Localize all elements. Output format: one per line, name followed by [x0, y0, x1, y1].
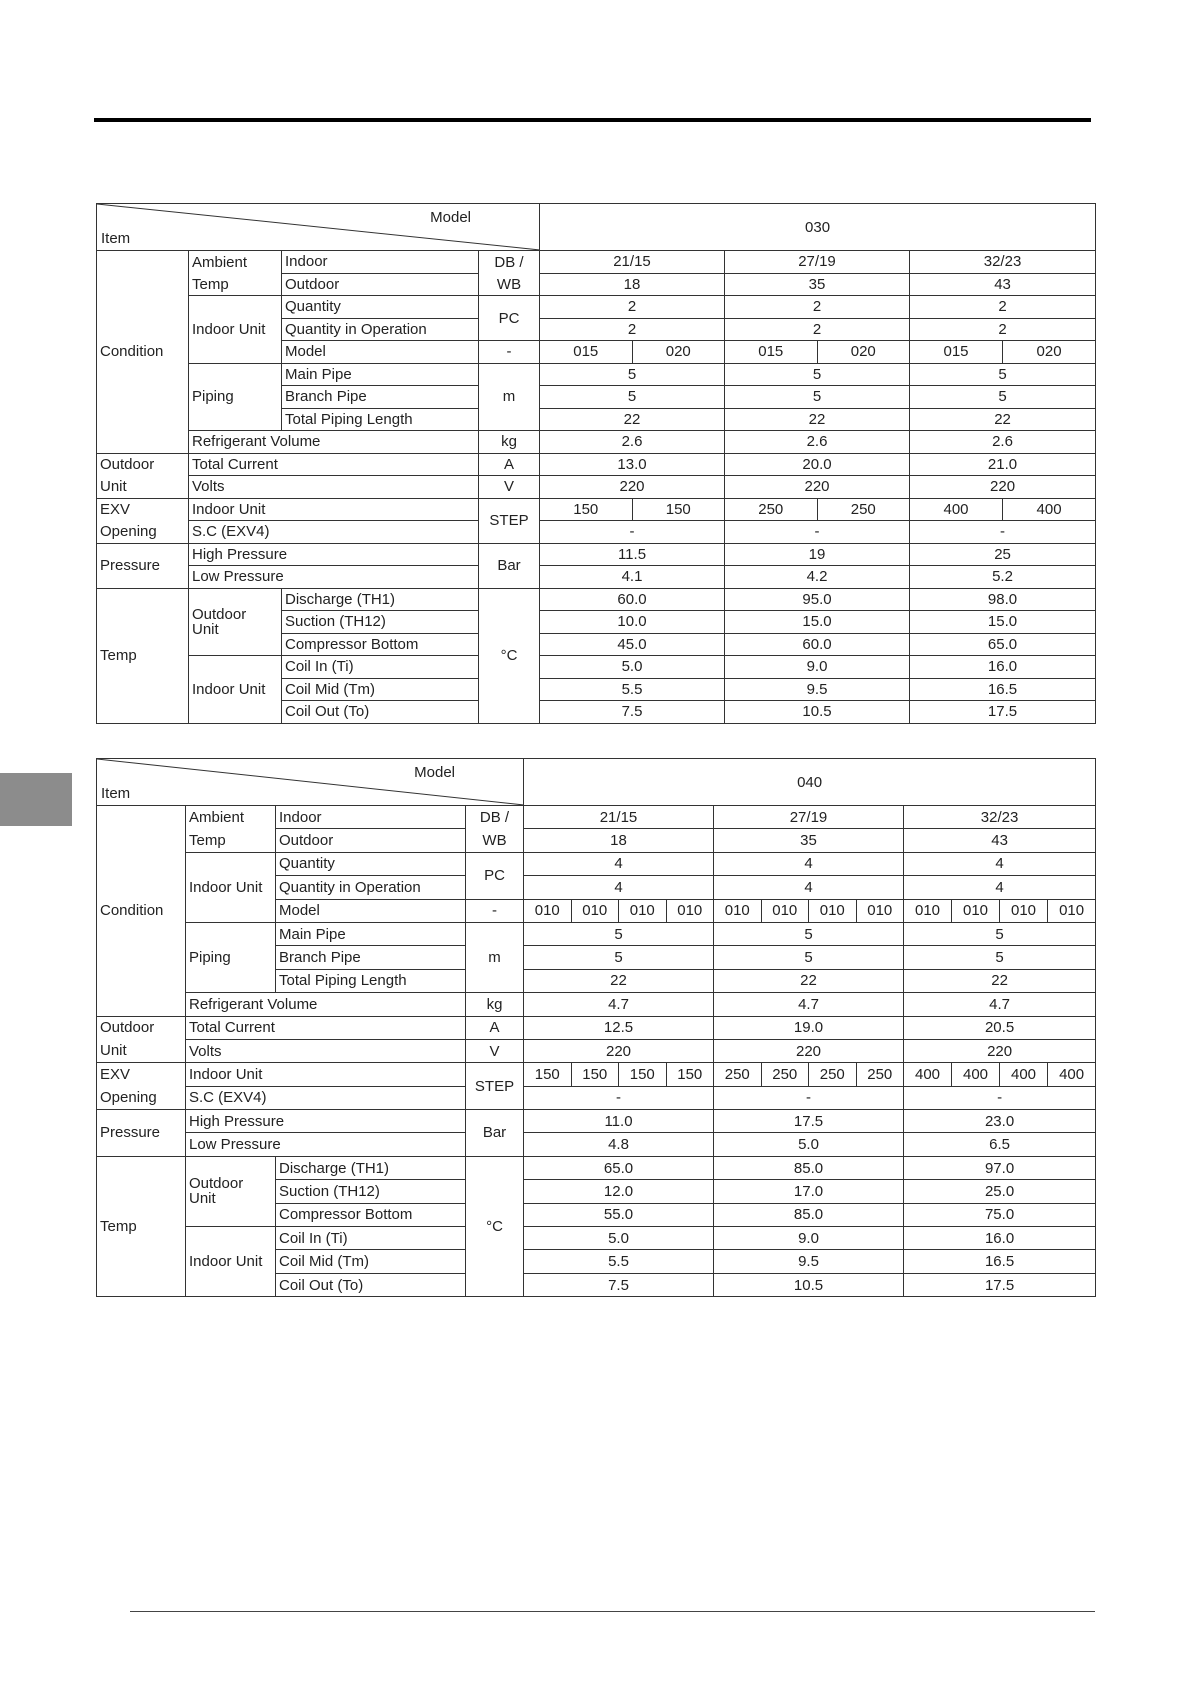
temp-unit-word: Unit — [192, 620, 219, 638]
main-pipe-value: 5 — [725, 363, 910, 386]
exv-indoor-value: 150 — [619, 1063, 667, 1086]
high-pressure-label: High Pressure — [189, 543, 479, 566]
exv-indoor-value: 400 — [1000, 1063, 1048, 1086]
model-header-label: Model — [414, 764, 455, 781]
db-label: DB / — [479, 251, 540, 274]
refrigerant-value: 4.7 — [524, 993, 714, 1016]
quantity-value: 2 — [725, 296, 910, 319]
ambient-value: 27/19 — [725, 251, 910, 274]
indoor-model-value: 015 — [910, 341, 1003, 364]
quantity-value: 4 — [714, 852, 904, 875]
dash-unit: - — [479, 341, 540, 364]
refrigerant-value: 2.6 — [910, 431, 1096, 454]
discharge-value: 98.0 — [910, 588, 1096, 611]
high-pressure-value: 19 — [725, 543, 910, 566]
sc-value: - — [725, 521, 910, 544]
sc-value: - — [524, 1086, 714, 1109]
branch-pipe-value: 5 — [540, 386, 725, 409]
suction-value: 17.0 — [714, 1180, 904, 1203]
compressor-bottom-value: 55.0 — [524, 1203, 714, 1226]
exv-indoor-value: 400 — [1048, 1063, 1096, 1086]
total-current-value: 20.5 — [904, 1016, 1096, 1039]
total-piping-value: 22 — [904, 969, 1096, 992]
main-pipe-value: 5 — [714, 922, 904, 945]
wb-label: WB — [466, 829, 524, 852]
diagonal-line — [97, 759, 524, 805]
high-pressure-label: High Pressure — [186, 1110, 466, 1133]
exv-label: EXV — [97, 1063, 186, 1086]
exv-indoor-value: 400 — [1003, 498, 1096, 521]
exv-indoor-value: 150 — [666, 1063, 714, 1086]
ambient-value: 32/23 — [910, 251, 1096, 274]
indoor-model-value: 020 — [632, 341, 725, 364]
sc-value: - — [904, 1086, 1096, 1109]
coil-in-label: Coil In (Ti) — [282, 656, 479, 679]
discharge-value: 60.0 — [540, 588, 725, 611]
main-pipe-label: Main Pipe — [276, 922, 466, 945]
sc-exv4-label: S.C (EXV4) — [189, 521, 479, 544]
outdoor-wb-value: 18 — [524, 829, 714, 852]
coil-in-value: 16.0 — [904, 1227, 1096, 1250]
indoor-unit-label: Indoor Unit — [186, 852, 276, 922]
condition-label: Condition — [97, 251, 189, 454]
ambient-label: Ambient — [186, 806, 276, 829]
deg-c-unit: °C — [479, 588, 540, 723]
indoor-label: Indoor — [282, 251, 479, 274]
indoor-model-value: 010 — [1048, 899, 1096, 922]
m-unit: m — [479, 363, 540, 431]
total-piping-value: 22 — [714, 969, 904, 992]
low-pressure-value: 4.8 — [524, 1133, 714, 1156]
spec-table-040 — [96, 758, 1096, 1297]
exv-label: EXV — [97, 498, 189, 521]
model-number: 040 — [524, 759, 1096, 806]
outdoor-label: Outdoor — [276, 829, 466, 852]
discharge-value: 85.0 — [714, 1156, 904, 1179]
low-pressure-value: 6.5 — [904, 1133, 1096, 1156]
branch-pipe-value: 5 — [910, 386, 1096, 409]
temp-short-label: Temp — [186, 829, 276, 852]
exv-indoor-value: 250 — [809, 1063, 857, 1086]
temp-short-label: Temp — [189, 273, 282, 296]
exv-indoor-unit-label: Indoor Unit — [186, 1063, 466, 1086]
deg-c-unit: °C — [466, 1156, 524, 1296]
indoor-model-value: 010 — [571, 899, 619, 922]
temp-outdoor-unit-label — [186, 1156, 276, 1226]
discharge-value: 65.0 — [524, 1156, 714, 1179]
model-number: 030 — [540, 204, 1096, 251]
ambient-label: Ambient — [189, 251, 282, 274]
outdoor-unit-label-bottom: Unit — [97, 1039, 186, 1062]
kg-unit: kg — [479, 431, 540, 454]
branch-pipe-value: 5 — [725, 386, 910, 409]
indoor-label: Indoor — [276, 806, 466, 829]
opening-label: Opening — [97, 1086, 186, 1109]
compressor-bottom-value: 65.0 — [910, 633, 1096, 656]
temp-label: Temp — [97, 588, 189, 723]
low-pressure-label: Low Pressure — [186, 1133, 466, 1156]
outdoor-unit-label-top: Outdoor — [97, 453, 189, 476]
high-pressure-value: 23.0 — [904, 1110, 1096, 1133]
total-piping-value: 22 — [540, 408, 725, 431]
pc-unit: PC — [466, 852, 524, 899]
total-piping-label: Total Piping Length — [282, 408, 479, 431]
v-unit: V — [466, 1039, 524, 1062]
coil-out-value: 10.5 — [725, 701, 910, 724]
quantity-value: 2 — [540, 296, 725, 319]
top-rule — [94, 118, 1091, 122]
quantity-operation-value: 2 — [725, 318, 910, 341]
coil-out-label: Coil Out (To) — [282, 701, 479, 724]
total-current-value: 19.0 — [714, 1016, 904, 1039]
indoor-unit-label: Indoor Unit — [189, 296, 282, 364]
temp-indoor-unit-label: Indoor Unit — [189, 656, 282, 724]
suction-label: Suction (TH12) — [276, 1180, 466, 1203]
indoor-model-value: 010 — [714, 899, 762, 922]
volts-value: 220 — [540, 476, 725, 499]
high-pressure-value: 25 — [910, 543, 1096, 566]
exv-indoor-value: 250 — [817, 498, 910, 521]
db-label: DB / — [466, 806, 524, 829]
suction-value: 12.0 — [524, 1180, 714, 1203]
item-header-label: Item — [101, 785, 131, 802]
pressure-label: Pressure — [97, 1110, 186, 1157]
bottom-rule — [130, 1611, 1095, 1612]
coil-out-label: Coil Out (To) — [276, 1273, 466, 1296]
compressor-bottom-value: 85.0 — [714, 1203, 904, 1226]
exv-indoor-value: 250 — [856, 1063, 904, 1086]
temp-indoor-unit-label: Indoor Unit — [186, 1227, 276, 1297]
ambient-value: 27/19 — [714, 806, 904, 829]
exv-indoor-value: 150 — [632, 498, 725, 521]
temp-outdoor-word: Outdoor — [189, 1175, 244, 1193]
m-unit: m — [466, 922, 524, 992]
coil-out-value: 7.5 — [540, 701, 725, 724]
coil-out-value: 7.5 — [524, 1273, 714, 1296]
branch-pipe-value: 5 — [904, 946, 1096, 969]
compressor-bottom-label: Compressor Bottom — [276, 1203, 466, 1226]
main-pipe-value: 5 — [910, 363, 1096, 386]
quantity-label: Quantity — [276, 852, 466, 875]
low-pressure-value: 4.1 — [540, 566, 725, 589]
header-diagonal-cell — [97, 759, 524, 806]
outdoor-unit-label-top: Outdoor — [97, 1016, 186, 1039]
main-pipe-value: 5 — [540, 363, 725, 386]
refrigerant-volume-label: Refrigerant Volume — [189, 431, 479, 454]
refrigerant-value: 2.6 — [540, 431, 725, 454]
indoor-model-value: 015 — [540, 341, 633, 364]
quantity-operation-value: 4 — [524, 876, 714, 899]
coil-out-value: 17.5 — [904, 1273, 1096, 1296]
indoor-model-value: 010 — [1000, 899, 1048, 922]
coil-in-value: 5.0 — [524, 1227, 714, 1250]
volts-value: 220 — [714, 1039, 904, 1062]
branch-pipe-label: Branch Pipe — [276, 946, 466, 969]
coil-mid-value: 9.5 — [725, 678, 910, 701]
refrigerant-value: 2.6 — [725, 431, 910, 454]
quantity-operation-value: 4 — [714, 876, 904, 899]
temp-outdoor-unit-label — [189, 588, 282, 656]
outdoor-wb-value: 18 — [540, 273, 725, 296]
discharge-value: 95.0 — [725, 588, 910, 611]
main-pipe-label: Main Pipe — [282, 363, 479, 386]
indoor-model-value: 010 — [619, 899, 667, 922]
total-piping-value: 22 — [910, 408, 1096, 431]
total-piping-value: 22 — [725, 408, 910, 431]
exv-indoor-unit-label: Indoor Unit — [189, 498, 479, 521]
total-current-value: 12.5 — [524, 1016, 714, 1039]
temp-label: Temp — [97, 1156, 186, 1296]
indoor-model-value: 015 — [725, 341, 818, 364]
piping-label: Piping — [189, 363, 282, 431]
piping-label: Piping — [186, 922, 276, 992]
dash-unit: - — [466, 899, 524, 922]
coil-mid-value: 9.5 — [714, 1250, 904, 1273]
indoor-model-value: 010 — [524, 899, 572, 922]
total-current-value: 20.0 — [725, 453, 910, 476]
bar-unit: Bar — [479, 543, 540, 588]
quantity-operation-value: 2 — [540, 318, 725, 341]
coil-mid-label: Coil Mid (Tm) — [276, 1250, 466, 1273]
coil-mid-label: Coil Mid (Tm) — [282, 678, 479, 701]
exv-indoor-value: 400 — [910, 498, 1003, 521]
branch-pipe-value: 5 — [714, 946, 904, 969]
discharge-value: 97.0 — [904, 1156, 1096, 1179]
indoor-model-value: 010 — [761, 899, 809, 922]
model-label: Model — [282, 341, 479, 364]
total-current-value: 13.0 — [540, 453, 725, 476]
exv-indoor-value: 400 — [952, 1063, 1000, 1086]
volts-label: Volts — [189, 476, 479, 499]
item-header-label: Item — [101, 230, 131, 247]
temp-unit-word: Unit — [189, 1190, 216, 1208]
kg-unit: kg — [466, 993, 524, 1016]
suction-value: 15.0 — [910, 611, 1096, 634]
exv-indoor-value: 250 — [714, 1063, 762, 1086]
outdoor-wb-value: 43 — [910, 273, 1096, 296]
main-pipe-value: 5 — [904, 922, 1096, 945]
sc-value: - — [540, 521, 725, 544]
bar-unit: Bar — [466, 1110, 524, 1157]
indoor-model-value: 010 — [666, 899, 714, 922]
coil-in-value: 5.0 — [540, 656, 725, 679]
discharge-label: Discharge (TH1) — [282, 588, 479, 611]
side-tab — [0, 773, 72, 826]
outdoor-label: Outdoor — [282, 273, 479, 296]
exv-indoor-value: 400 — [904, 1063, 952, 1086]
indoor-model-value: 010 — [952, 899, 1000, 922]
indoor-model-value: 010 — [809, 899, 857, 922]
outdoor-unit-label-bottom: Unit — [97, 476, 189, 499]
total-current-value: 21.0 — [910, 453, 1096, 476]
coil-out-value: 10.5 — [714, 1273, 904, 1296]
high-pressure-value: 17.5 — [714, 1110, 904, 1133]
suction-value: 15.0 — [725, 611, 910, 634]
low-pressure-value: 5.0 — [714, 1133, 904, 1156]
coil-mid-value: 5.5 — [540, 678, 725, 701]
main-pipe-value: 5 — [524, 922, 714, 945]
low-pressure-value: 4.2 — [725, 566, 910, 589]
quantity-value: 4 — [524, 852, 714, 875]
suction-label: Suction (TH12) — [282, 611, 479, 634]
sc-exv4-label: S.C (EXV4) — [186, 1086, 466, 1109]
coil-out-value: 17.5 — [910, 701, 1096, 724]
exv-indoor-value: 250 — [761, 1063, 809, 1086]
quantity-value: 4 — [904, 852, 1096, 875]
exv-indoor-value: 150 — [571, 1063, 619, 1086]
step-unit: STEP — [466, 1063, 524, 1110]
quantity-operation-value: 2 — [910, 318, 1096, 341]
a-unit: A — [466, 1016, 524, 1039]
total-piping-value: 22 — [524, 969, 714, 992]
wb-label: WB — [479, 273, 540, 296]
quantity-operation-label: Quantity in Operation — [276, 876, 466, 899]
a-unit: A — [479, 453, 540, 476]
pc-unit: PC — [479, 296, 540, 341]
coil-in-value: 9.0 — [714, 1227, 904, 1250]
ambient-value: 32/23 — [904, 806, 1096, 829]
indoor-model-value: 010 — [904, 899, 952, 922]
ambient-value: 21/15 — [524, 806, 714, 829]
volts-value: 220 — [904, 1039, 1096, 1062]
spec-table-030 — [96, 203, 1096, 724]
model-header-label: Model — [430, 209, 471, 226]
v-unit: V — [479, 476, 540, 499]
quantity-operation-label: Quantity in Operation — [282, 318, 479, 341]
exv-indoor-value: 150 — [540, 498, 633, 521]
low-pressure-value: 5.2 — [910, 566, 1096, 589]
suction-value: 10.0 — [540, 611, 725, 634]
indoor-model-value: 020 — [1003, 341, 1096, 364]
refrigerant-value: 4.7 — [714, 993, 904, 1016]
quantity-label: Quantity — [282, 296, 479, 319]
pressure-label: Pressure — [97, 543, 189, 588]
outdoor-wb-value: 43 — [904, 829, 1096, 852]
compressor-bottom-label: Compressor Bottom — [282, 633, 479, 656]
total-piping-label: Total Piping Length — [276, 969, 466, 992]
discharge-label: Discharge (TH1) — [276, 1156, 466, 1179]
volts-value: 220 — [725, 476, 910, 499]
exv-indoor-value: 150 — [524, 1063, 572, 1086]
suction-value: 25.0 — [904, 1180, 1096, 1203]
quantity-value: 2 — [910, 296, 1096, 319]
diagonal-line — [97, 204, 540, 250]
volts-value: 220 — [524, 1039, 714, 1062]
refrigerant-value: 4.7 — [904, 993, 1096, 1016]
quantity-operation-value: 4 — [904, 876, 1096, 899]
branch-pipe-label: Branch Pipe — [282, 386, 479, 409]
sc-value: - — [910, 521, 1096, 544]
low-pressure-label: Low Pressure — [189, 566, 479, 589]
high-pressure-value: 11.5 — [540, 543, 725, 566]
high-pressure-value: 11.0 — [524, 1110, 714, 1133]
condition-label: Condition — [97, 806, 186, 1017]
compressor-bottom-value: 45.0 — [540, 633, 725, 656]
ambient-value: 21/15 — [540, 251, 725, 274]
refrigerant-volume-label: Refrigerant Volume — [186, 993, 466, 1016]
header-diagonal-cell — [97, 204, 540, 251]
volts-label: Volts — [186, 1039, 466, 1062]
volts-value: 220 — [910, 476, 1096, 499]
coil-in-label: Coil In (Ti) — [276, 1227, 466, 1250]
outdoor-wb-value: 35 — [725, 273, 910, 296]
opening-label: Opening — [97, 521, 189, 544]
coil-mid-value: 5.5 — [524, 1250, 714, 1273]
temp-outdoor-word: Outdoor — [192, 605, 247, 623]
outdoor-wb-value: 35 — [714, 829, 904, 852]
indoor-model-value: 020 — [817, 341, 910, 364]
compressor-bottom-value: 75.0 — [904, 1203, 1096, 1226]
total-current-label: Total Current — [186, 1016, 466, 1039]
compressor-bottom-value: 60.0 — [725, 633, 910, 656]
sc-value: - — [714, 1086, 904, 1109]
indoor-model-value: 010 — [856, 899, 904, 922]
model-label: Model — [276, 899, 466, 922]
step-unit: STEP — [479, 498, 540, 543]
coil-mid-value: 16.5 — [910, 678, 1096, 701]
branch-pipe-value: 5 — [524, 946, 714, 969]
exv-indoor-value: 250 — [725, 498, 818, 521]
coil-in-value: 16.0 — [910, 656, 1096, 679]
coil-in-value: 9.0 — [725, 656, 910, 679]
coil-mid-value: 16.5 — [904, 1250, 1096, 1273]
total-current-label: Total Current — [189, 453, 479, 476]
